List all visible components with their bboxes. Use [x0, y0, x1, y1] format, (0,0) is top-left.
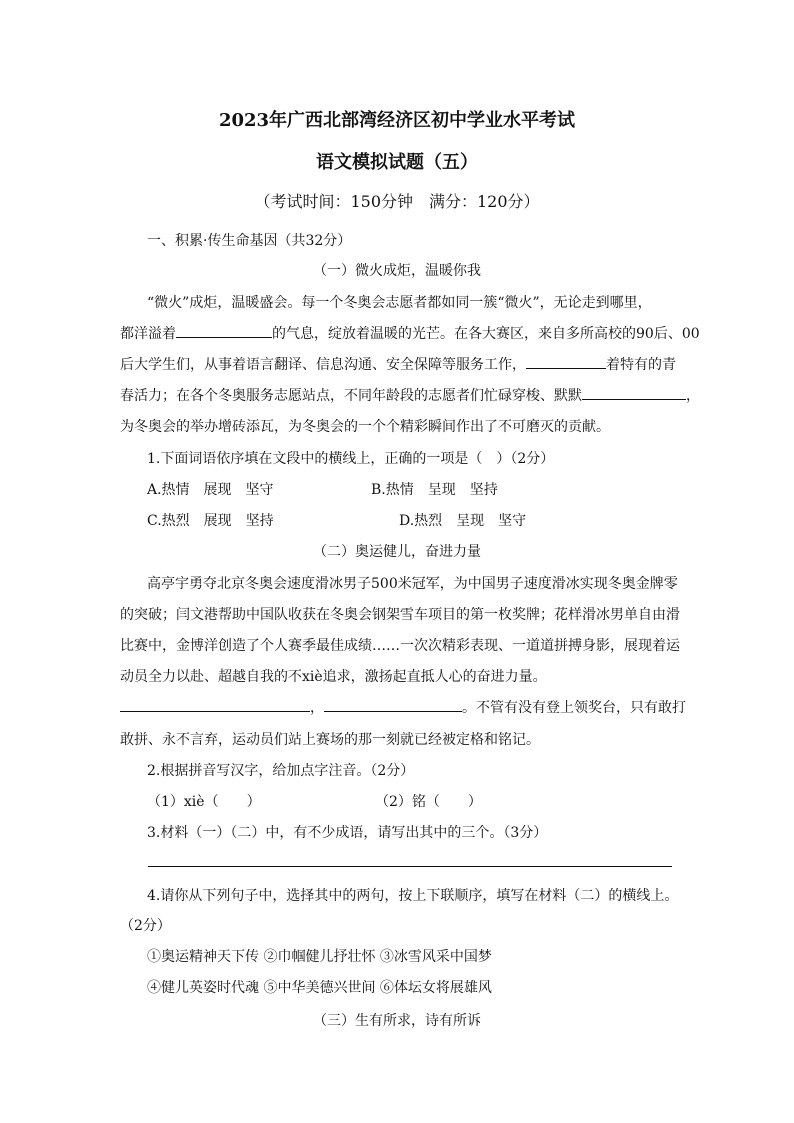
section-heading: 一、积累·传生命基因（共32分） — [147, 233, 352, 249]
q1-option-d[interactable]: D.热烈 呈现 坚守 — [399, 513, 527, 529]
question-4-stem: 4.请你从下列句子中，选择其中的两句，按上下联顺序，填写在材料（二）的横线上。 — [147, 888, 679, 904]
q2-item-2[interactable]: （2）铭（ ） — [375, 794, 482, 810]
fill-blank[interactable] — [582, 385, 686, 400]
part1-paragraph-line: “微火”成炬，温暖盛会。每一个冬奥会志愿者都如同一簇“微火”，无论走到哪里， — [147, 295, 652, 311]
part2-paragraph-line: ， 。不管有没有登上领奖台，只有敢打 — [120, 697, 686, 717]
part1-paragraph-line: 春活力；在各个冬奥服务志愿站点，不同年龄段的志愿者们忙碌穿梭、默默 ， — [120, 385, 700, 405]
part2-paragraph-line: 高亭宇勇夺北京冬奥会速度滑冰男子500米冠军，为中国男子速度滑冰实现冬奥金牌零 — [147, 576, 678, 592]
question-2-stem: 2.根据拼音写汉字，给加点字注音。（2分） — [147, 763, 415, 779]
answer-line[interactable] — [148, 866, 672, 867]
q4-options-row-2: ④健儿英姿时代魂 ⑤中华美德兴世间 ⑥体坛女将展雄风 — [147, 980, 492, 996]
part2-paragraph-line: 敢拼、永不言弃，运动员们站上赛场的那一刻就已经被定格和铭记。 — [120, 732, 540, 748]
part2-paragraph-line: 的突破；闫文港帮助中国队收获在冬奥会钢架雪车项目的第一枚奖牌；花样滑冰男单自由滑 — [120, 607, 680, 623]
exam-title: 2023年广西北部湾经济区初中学业水平考试 — [218, 110, 576, 131]
part1-heading: （一）微火成炬，温暖你我 — [313, 263, 481, 279]
part2-paragraph-line: 比赛中，金博洋创造了个人赛季最佳成绩……一次次精彩表现、一道道拼搏身影，展现着运 — [120, 638, 680, 654]
q1-option-c[interactable]: C.热烈 展现 坚持 — [147, 513, 274, 529]
q2-item-1[interactable]: （1）xiè（ ） — [147, 794, 261, 810]
q1-option-a[interactable]: A.热情 展现 坚守 — [147, 482, 274, 498]
couplet-blank-upper[interactable] — [120, 697, 310, 712]
question-3-stem: 3.材料（一）（二）中，有不少成语，请写出其中的三个。（3分） — [147, 825, 548, 841]
question-4-score: （2分） — [120, 918, 171, 934]
q1-option-b[interactable]: B.热情 呈现 坚持 — [371, 482, 498, 498]
part1-paragraph-line: 为冬奥会的举办增砖添瓦，为冬奥会的一个个精彩瞬间作出了不可磨灭的贡献。 — [120, 419, 610, 435]
exam-subtitle: 语文模拟试题（五） — [316, 152, 478, 173]
q4-options-row-1: ①奥运精神天下传 ②巾帼健儿抒壮怀 ③冰雪风采中国梦 — [147, 949, 492, 965]
part1-paragraph-line: 都洋溢着 的气息，绽放着温暖的光芒。在各大赛区，来自多所高校的90后、00 — [120, 323, 700, 343]
fill-blank[interactable] — [526, 354, 606, 369]
question-1-stem: 1.下面词语依序填在文段中的横线上，正确的一项是（ ）（2分） — [147, 451, 555, 467]
part2-paragraph-line: 动员全力以赴、超越自我的不xiè追求，激扬起直抵人心的奋进力量。 — [120, 669, 547, 685]
part1-paragraph-line: 后大学生们，从事着语言翻译、信息沟通、安全保障等服务工作， 着特有的青 — [120, 354, 676, 374]
part3-heading: （三）生有所求，诗有所诉 — [313, 1013, 481, 1029]
couplet-blank-lower[interactable] — [324, 697, 462, 712]
fill-blank[interactable] — [176, 323, 272, 338]
part2-heading: （二）奥运健儿，奋进力量 — [313, 544, 481, 560]
exam-info: （考试时间：150分钟 满分：120分） — [254, 192, 540, 211]
